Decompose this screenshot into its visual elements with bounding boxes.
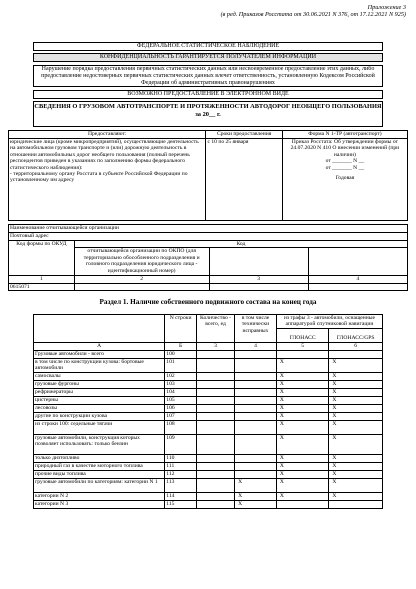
row-glonass-gps[interactable]: X xyxy=(329,420,383,434)
col-letter-3: 3 xyxy=(196,342,234,350)
row-glonass-gps[interactable]: X xyxy=(329,412,383,420)
order-from-1: от _______ N __ xyxy=(325,158,365,165)
row-name: в том числе по конструкции кузова: бортовые автомобили xyxy=(34,358,165,372)
order-from-2: от _______ N __ xyxy=(325,164,365,171)
row-count[interactable] xyxy=(196,404,234,412)
row-serviceable[interactable] xyxy=(235,380,277,388)
row-name: грузовые автомобили по категориям: категории N 1 xyxy=(34,478,165,492)
row-line-number: 112 xyxy=(165,470,197,478)
col-letter-a: А xyxy=(34,342,165,350)
submission-table xyxy=(8,130,408,221)
table-row xyxy=(34,388,383,396)
row-glonass[interactable]: X xyxy=(276,434,328,454)
row-count[interactable] xyxy=(196,470,234,478)
row-count[interactable] xyxy=(196,358,234,372)
code-col-3 xyxy=(209,248,308,276)
submitters-header: Предоставляют: xyxy=(9,131,206,139)
row-count[interactable] xyxy=(196,462,234,470)
table-row xyxy=(34,478,383,492)
line-header: N строки xyxy=(165,315,197,343)
col-letter-b: Б xyxy=(165,342,197,350)
form-title xyxy=(33,101,383,127)
row-count[interactable] xyxy=(196,454,234,462)
code-label: Код xyxy=(74,241,407,248)
table-row xyxy=(34,350,383,358)
col-num-1: 1 xyxy=(9,276,75,283)
order-cell xyxy=(282,139,407,221)
row-glonass-gps[interactable]: X xyxy=(329,372,383,380)
row-glonass-gps[interactable] xyxy=(329,500,383,508)
row-line-number: 105 xyxy=(165,396,197,404)
row-glonass-gps[interactable]: X xyxy=(329,396,383,404)
row-line-number: 103 xyxy=(165,380,197,388)
row-line-number: 104 xyxy=(165,388,197,396)
row-serviceable[interactable] xyxy=(235,388,277,396)
appendix-title: Приложение 3 xyxy=(367,4,406,11)
glonass-gps-header: ГЛОНАСС/GPS xyxy=(329,328,383,342)
table-row xyxy=(34,396,383,404)
row-name: грузовые автомобили, конструкция которых позволяет использовать: только бензин xyxy=(34,434,165,454)
row-name: Грузовые автомобили - всего xyxy=(34,350,165,358)
row-line-number: 111 xyxy=(165,462,197,470)
okud-value: 0615071 xyxy=(9,283,75,290)
row-serviceable[interactable] xyxy=(235,454,277,462)
row-glonass[interactable]: X xyxy=(276,396,328,404)
row-name: категории N 3 xyxy=(34,500,165,508)
value-col-3 xyxy=(209,283,308,290)
row-glonass-gps[interactable]: X xyxy=(329,462,383,470)
vehicle-table xyxy=(33,314,383,509)
row-serviceable[interactable]: X xyxy=(235,500,277,508)
value-col-2 xyxy=(74,283,209,290)
col-num-4: 4 xyxy=(308,276,407,283)
col-num-3: 3 xyxy=(209,276,308,283)
row-serviceable[interactable] xyxy=(235,404,277,412)
row-serviceable[interactable] xyxy=(235,470,277,478)
row-line-number: 108 xyxy=(165,420,197,434)
col-num-2: 2 xyxy=(74,276,209,283)
submitters-text: юридические лица (кроме микропредприятий), осуществляющие деятельность на автомобильном грузовом транспорте и (или) дорожную деятельность в отношении автомобильных дорог необщего пользования (полный перечень респондентов приведен в указаниях по заполнению формы федерального статистического наблюдения): xyxy=(10,139,199,171)
electronic-banner: ВОЗМОЖНО ПРЕДОСТАВЛЕНИЕ В ЭЛЕКТРОННОМ ВИДЕ xyxy=(33,90,383,99)
row-name: прочие виды топлива xyxy=(34,470,165,478)
periodicity: Годовая xyxy=(335,175,355,182)
row-count[interactable] xyxy=(196,412,234,420)
row-name: цистерны xyxy=(34,396,165,404)
row-line-number: 110 xyxy=(165,454,197,462)
section1-title: Раздел 1. Наличие собственного подвижного состава на конец года xyxy=(99,298,317,306)
count-header: Количество - всего, ед xyxy=(196,315,234,343)
row-serviceable[interactable] xyxy=(235,462,277,470)
violation-notice: Нарушение порядка предоставления первичных статистических данных или несвоевременное предоставление этих данных, либо предоставление недостоверных первичных статистических данных влечет ответственность, установленную Кодексом Российской Федерации об административных правонарушениях xyxy=(33,65,383,87)
row-serviceable[interactable] xyxy=(235,350,277,358)
row-count[interactable] xyxy=(196,350,234,358)
table-row xyxy=(34,358,383,372)
row-count[interactable] xyxy=(196,478,234,492)
row-name: только дизтопливо xyxy=(34,454,165,462)
form-title-line1: СВЕДЕНИЯ О ГРУЗОВОМ АВТОТРАНСПОРТЕ И ПРОТЯЖЕННОСТИ АВТОДОРОГ НЕОБЩЕГО ПОЛЬЗОВАНИЯ xyxy=(34,103,382,110)
table-row xyxy=(34,470,383,478)
row-name: лесовозы xyxy=(34,404,165,412)
okpo-text: отчитывающейся организации по ОКПО (для территориально обособленного подразделения и головного подразделения юридического лица - идентификационный номер) xyxy=(74,248,209,276)
form-number-header: Форма N 1-ТР (автотранспорт) xyxy=(282,131,407,139)
row-name: природный газ в качестве моторного топлива xyxy=(34,462,165,470)
order-text: Приказ Росстата: Об утверждении формы от 24.07.2020 N 410 О внесении изменений (при наличии) xyxy=(290,139,400,158)
row-line-number: 102 xyxy=(165,372,197,380)
row-count[interactable] xyxy=(196,380,234,388)
row-serviceable[interactable] xyxy=(235,358,277,372)
row-glonass[interactable]: X xyxy=(276,462,328,470)
row-glonass[interactable]: X xyxy=(276,380,328,388)
row-glonass-gps[interactable]: X xyxy=(329,454,383,462)
deadline-cell: с 10 по 25 января xyxy=(206,139,282,221)
row-glonass[interactable]: X xyxy=(276,404,328,412)
okud-label: Код формы по ОКУД xyxy=(9,241,75,276)
row-count[interactable] xyxy=(196,388,234,396)
table-row xyxy=(34,404,383,412)
row-count[interactable] xyxy=(196,492,234,500)
satnav-header: из графы 3 - автомобили, оснащенные аппаратурой спутниковой навигации xyxy=(276,315,382,329)
row-glonass-gps[interactable]: X xyxy=(329,478,383,492)
code-col-4 xyxy=(308,248,407,276)
row-name: грузовые фургоны xyxy=(34,380,165,388)
row-serviceable[interactable] xyxy=(235,372,277,380)
row-glonass-gps[interactable]: X xyxy=(329,388,383,396)
confidentiality-banner: КОНФИДЕНЦИАЛЬНОСТЬ ГАРАНТИРУЕТСЯ ПОЛУЧАТЕЛЕМ ИНФОРМАЦИИ xyxy=(33,53,383,62)
row-line-number: 107 xyxy=(165,412,197,420)
row-glonass-gps[interactable] xyxy=(329,350,383,358)
postal-address-label: Почтовый адрес xyxy=(9,233,408,241)
row-line-number: 109 xyxy=(165,434,197,454)
row-serviceable[interactable] xyxy=(235,434,277,454)
table-row xyxy=(34,500,383,508)
row-glonass[interactable]: X xyxy=(276,454,328,462)
row-line-number: 114 xyxy=(165,492,197,500)
table-row xyxy=(34,412,383,420)
row-glonass[interactable]: X xyxy=(276,478,328,492)
value-col-4 xyxy=(308,283,407,290)
row-serviceable[interactable] xyxy=(235,420,277,434)
serviceable-header: в том числе технически исправных xyxy=(235,315,277,343)
form-title-period: за 20__ г. xyxy=(195,110,221,118)
row-line-number: 101 xyxy=(165,358,197,372)
row-glonass[interactable] xyxy=(276,500,328,508)
federal-observation-banner: ФЕДЕРАЛЬНОЕ СТАТИСТИЧЕСКОЕ НАБЛЮДЕНИЕ xyxy=(33,42,383,51)
row-name: из строки 100: седельные тягачи xyxy=(34,420,165,434)
row-glonass-gps[interactable]: X xyxy=(329,434,383,454)
row-count[interactable] xyxy=(196,500,234,508)
table-row xyxy=(34,492,383,500)
row-glonass-gps[interactable]: X xyxy=(329,404,383,412)
row-serviceable[interactable]: X xyxy=(235,478,277,492)
row-count[interactable] xyxy=(196,420,234,434)
row-glonass[interactable] xyxy=(276,350,328,358)
org-name-label: Наименование отчитывающейся организации xyxy=(9,225,408,233)
submitters-cell xyxy=(9,139,206,221)
col-letter-6: 6 xyxy=(329,342,383,350)
table-row xyxy=(34,420,383,434)
row-name: рефрижераторы xyxy=(34,388,165,396)
row-glonass[interactable]: X xyxy=(276,412,328,420)
row-count[interactable] xyxy=(196,372,234,380)
table-row xyxy=(34,372,383,380)
row-serviceable[interactable] xyxy=(235,396,277,404)
row-glonass[interactable]: X xyxy=(276,358,328,372)
row-line-number: 100 xyxy=(165,350,197,358)
col-letter-5: 5 xyxy=(276,342,328,350)
row-count[interactable] xyxy=(196,396,234,404)
table-row xyxy=(34,462,383,470)
row-serviceable[interactable]: X xyxy=(235,492,277,500)
row-line-number: 113 xyxy=(165,478,197,492)
row-glonass-gps[interactable]: X xyxy=(329,380,383,388)
table-row xyxy=(34,380,383,388)
row-glonass[interactable]: X xyxy=(276,388,328,396)
name-header xyxy=(34,315,165,343)
appendix-revision: (в ред. Приказов Росстата от 30.06.2021 N 376, от 17.12.2021 N 925) xyxy=(220,11,406,18)
row-line-number: 115 xyxy=(165,500,197,508)
row-glonass[interactable]: X xyxy=(276,492,328,500)
row-name: категории N 2 xyxy=(34,492,165,500)
row-glonass[interactable]: X xyxy=(276,372,328,380)
col-letter-4: 4 xyxy=(235,342,277,350)
row-glonass[interactable]: X xyxy=(276,470,328,478)
submitters-text-territorial: - территориальному органу Росстата в субъекте Российской Федерации по установленному им адресу xyxy=(10,171,188,184)
row-glonass-gps[interactable]: X xyxy=(329,358,383,372)
row-name: другие по конструкции кузова xyxy=(34,412,165,420)
row-count[interactable] xyxy=(196,434,234,454)
row-glonass[interactable]: X xyxy=(276,420,328,434)
row-line-number: 106 xyxy=(165,404,197,412)
row-serviceable[interactable] xyxy=(235,412,277,420)
organization-table xyxy=(8,224,408,291)
row-name: самосвалы xyxy=(34,372,165,380)
row-glonass-gps[interactable]: X xyxy=(329,492,383,500)
glonass-header: ГЛОНАСС xyxy=(276,328,328,342)
table-row xyxy=(34,454,383,462)
table-row xyxy=(34,434,383,454)
deadline-header: Сроки предоставления xyxy=(206,131,282,139)
row-glonass-gps[interactable]: X xyxy=(329,470,383,478)
